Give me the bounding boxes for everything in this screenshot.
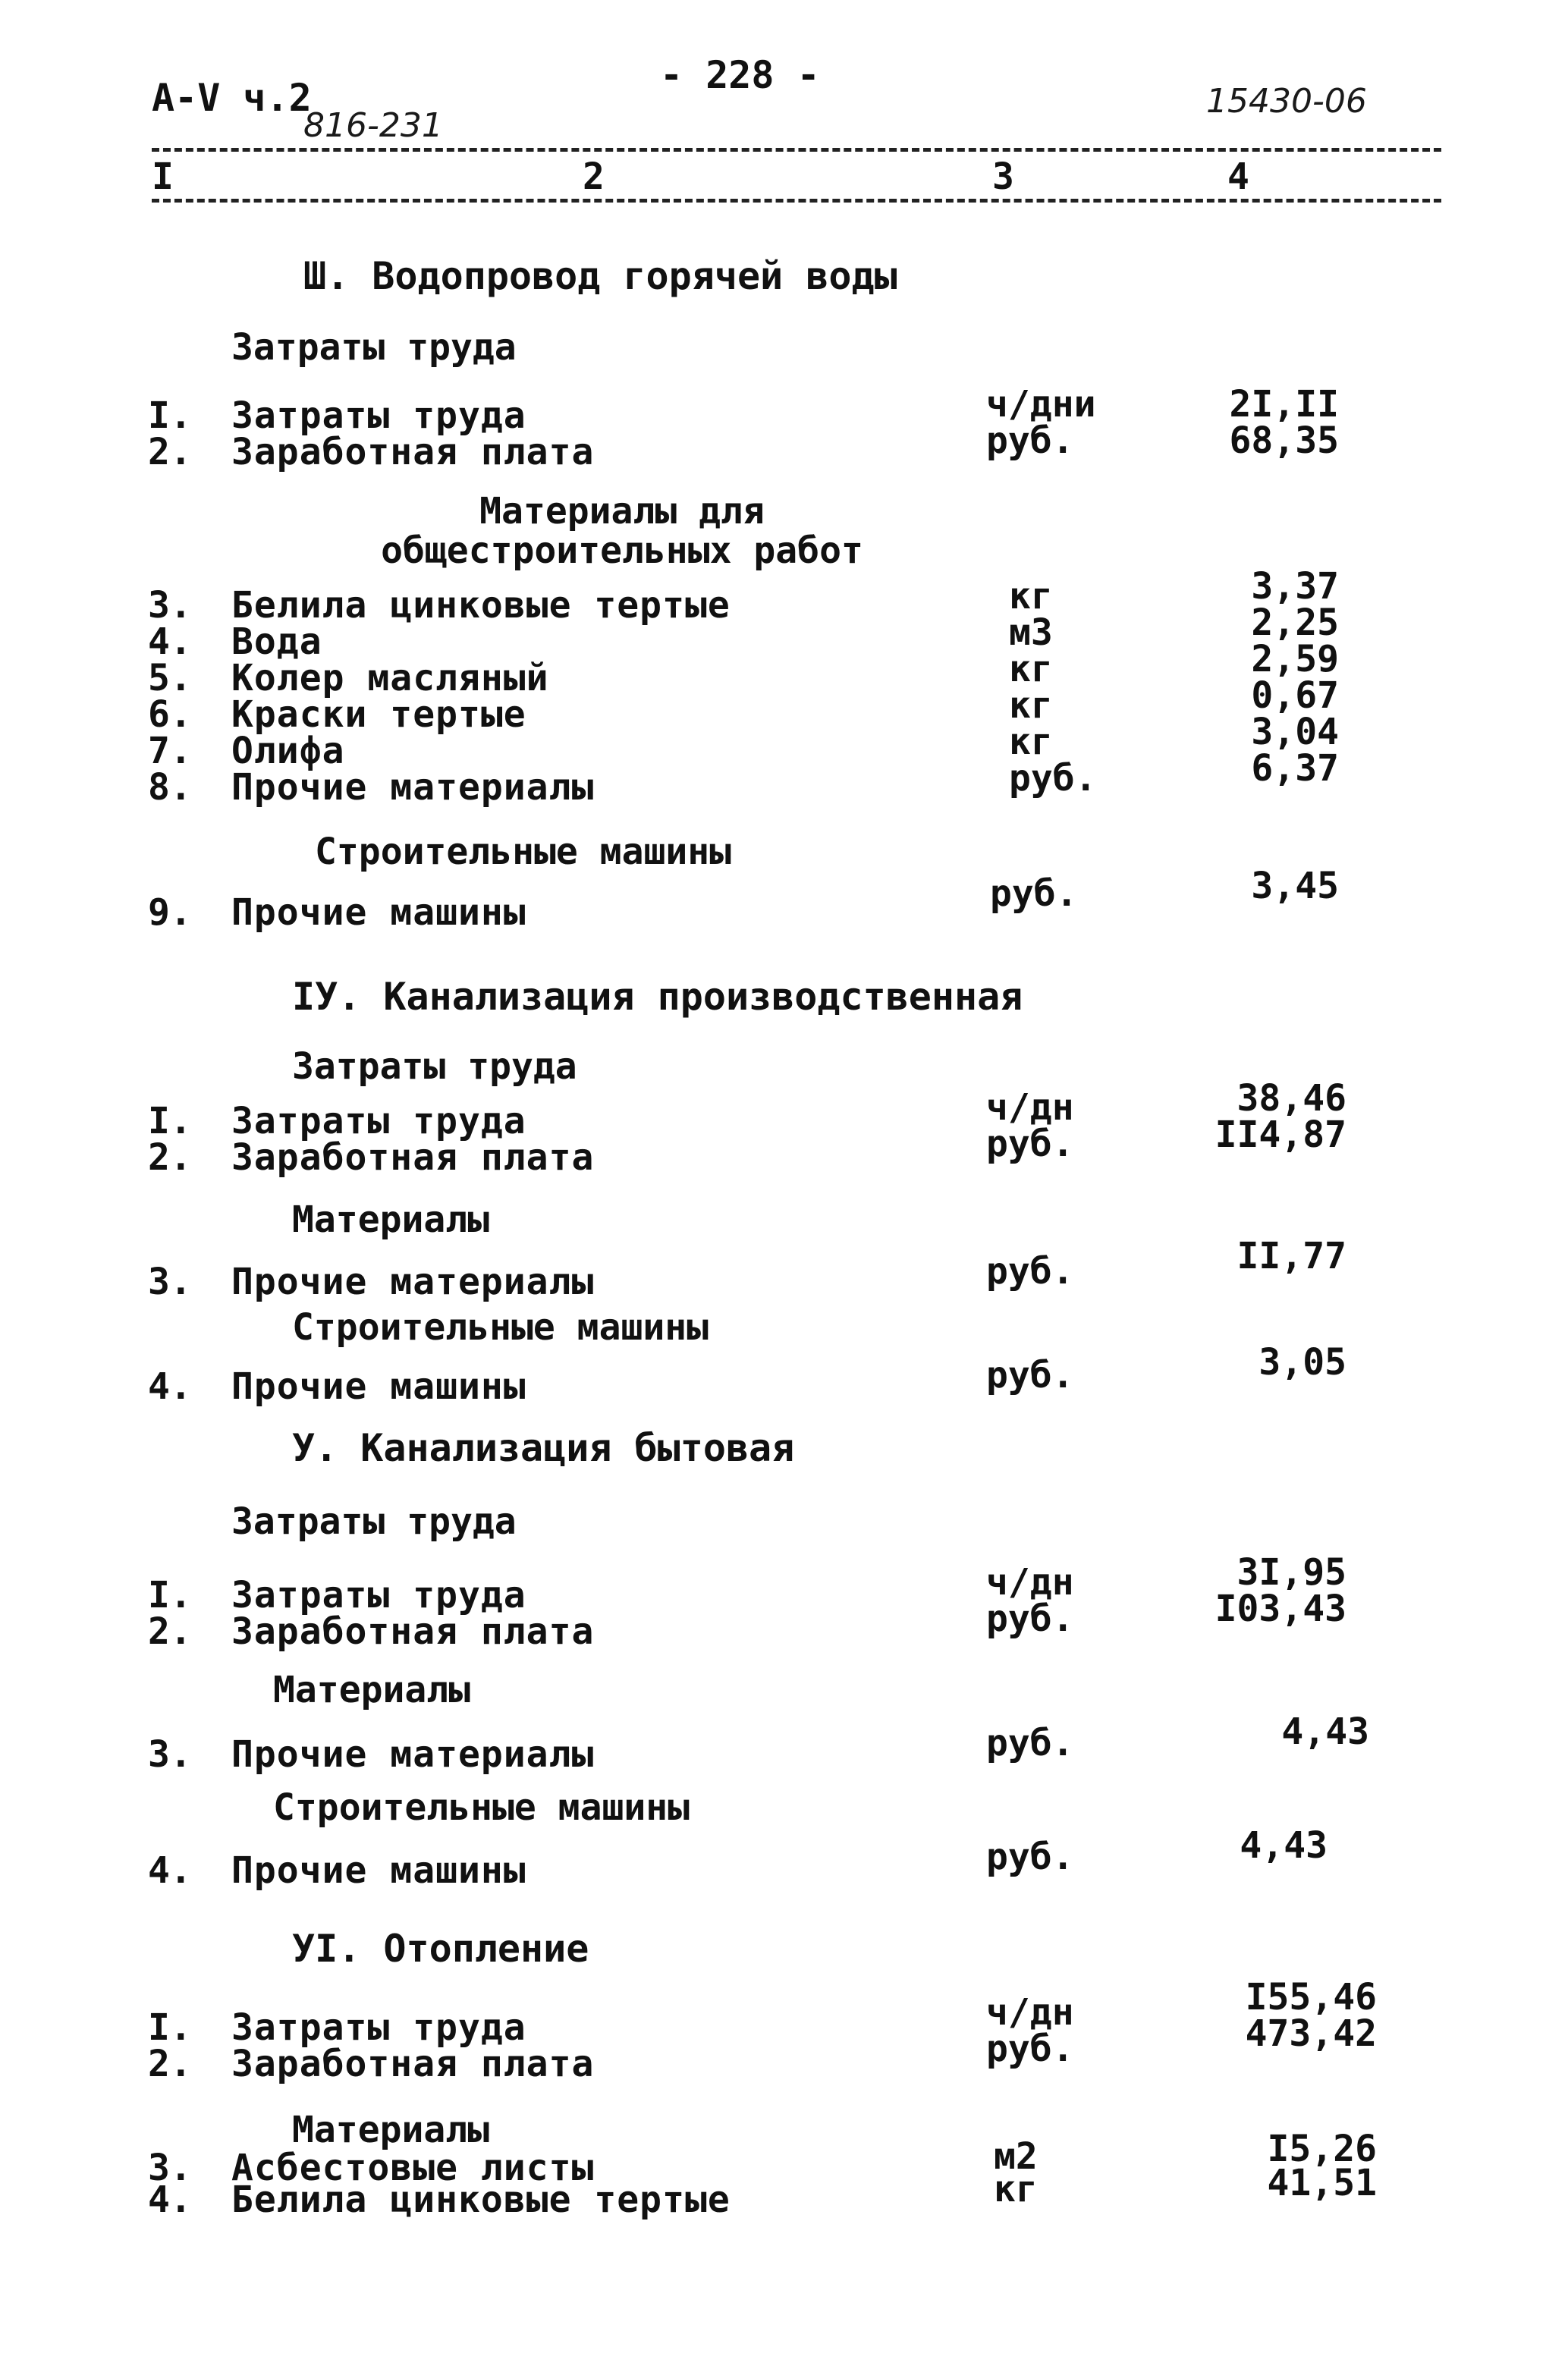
- row-name: Прочие материалы: [231, 1261, 595, 1303]
- row-value: 38,46: [1236, 1077, 1346, 1120]
- row-value: 473,42: [1245, 2012, 1377, 2055]
- row-unit: кг: [1009, 648, 1053, 690]
- row-value: 3,05: [1258, 1341, 1346, 1384]
- row-unit: руб.: [986, 1250, 1074, 1293]
- row-unit: м3: [1009, 611, 1053, 654]
- row-value: 4,43: [1240, 1824, 1328, 1867]
- row-name: Прочие материалы: [231, 766, 595, 809]
- row-unit: ч/дн: [986, 1561, 1074, 1604]
- sheet-code: А-V ч.2: [152, 76, 312, 120]
- row-value: 3I,95: [1236, 1551, 1346, 1594]
- row-unit: м2: [994, 2135, 1038, 2178]
- row-number: 4.: [148, 1365, 192, 1408]
- row-name: Прочие машины: [231, 891, 526, 934]
- row-value: 41,51: [1267, 2162, 1377, 2204]
- row-number: 8.: [148, 766, 192, 809]
- row-value: 2,25: [1251, 602, 1339, 644]
- row-name: Затраты труда: [231, 1100, 526, 1142]
- row-number: I.: [148, 1574, 192, 1616]
- row-number: I.: [148, 1100, 192, 1142]
- row-name: Затраты труда: [231, 1574, 526, 1616]
- row-value: II4,87: [1214, 1114, 1346, 1156]
- row-unit: ч/дн: [986, 1086, 1074, 1129]
- row-unit: руб.: [986, 1354, 1074, 1396]
- section-title: IУ. Канализация производственная: [292, 975, 1023, 1019]
- column-number-1: I: [152, 156, 174, 198]
- row-unit: кг: [1009, 575, 1053, 617]
- row-number: 7.: [148, 730, 192, 772]
- row-value: 3,45: [1251, 865, 1339, 907]
- row-value: I5,26: [1267, 2128, 1377, 2170]
- row-value: 3,37: [1251, 565, 1339, 608]
- row-number: 3.: [148, 1733, 192, 1776]
- group-title: Материалы: [292, 1198, 490, 1241]
- row-number: 2.: [148, 1610, 192, 1653]
- row-name: Вода: [231, 620, 322, 663]
- row-unit: руб.: [1009, 757, 1097, 800]
- row-name: Затраты труда: [231, 2006, 526, 2049]
- row-name: Колер масляный: [231, 657, 549, 699]
- row-number: 3.: [148, 584, 192, 627]
- row-value: II,77: [1236, 1235, 1346, 1277]
- section-title: У. Канализация бытовая: [292, 1426, 795, 1470]
- row-unit: кг: [1009, 721, 1053, 763]
- group-title: Материалы для общестроительных работ: [381, 490, 863, 572]
- row-name: Затраты труда: [231, 394, 526, 437]
- row-number: 2.: [148, 431, 192, 473]
- row-number: 2.: [148, 2043, 192, 2085]
- header-divider-top: [152, 148, 1441, 152]
- row-value: 2,59: [1251, 638, 1339, 680]
- row-unit: руб.: [986, 1836, 1074, 1878]
- group-title: Материалы: [292, 2109, 490, 2151]
- row-unit: кг: [1009, 684, 1053, 727]
- row-name: Белила цинковые тертые: [231, 584, 731, 627]
- row-name: Заработная плата: [231, 1610, 595, 1653]
- row-value: I55,46: [1245, 1976, 1377, 2018]
- row-name: Краски тертые: [231, 693, 526, 736]
- row-value: 68,35: [1229, 419, 1339, 462]
- group-title: Затраты труда: [231, 326, 517, 369]
- row-name: Прочие материалы: [231, 1733, 595, 1776]
- row-value: 6,37: [1251, 747, 1339, 790]
- row-name: Прочие машины: [231, 1849, 526, 1892]
- column-number-3: 3: [992, 156, 1014, 198]
- group-title: Затраты труда: [292, 1045, 577, 1088]
- row-number: 9.: [148, 891, 192, 934]
- row-name: Асбестовые листы: [231, 2147, 595, 2189]
- row-number: I.: [148, 2006, 192, 2049]
- row-value: 4,43: [1281, 1711, 1369, 1753]
- group-title: Материалы: [273, 1669, 471, 1711]
- row-unit: руб.: [986, 419, 1074, 462]
- column-number-4: 4: [1227, 156, 1249, 198]
- header-divider-bottom: [152, 199, 1441, 203]
- row-number: 5.: [148, 657, 192, 699]
- row-number: 4.: [148, 2179, 192, 2221]
- row-unit: ч/дн: [986, 1991, 1074, 2034]
- group-title: Строительные машины: [315, 831, 732, 873]
- row-number: 4.: [148, 620, 192, 663]
- column-number-2: 2: [583, 156, 605, 198]
- row-unit: ч/дни: [986, 383, 1096, 426]
- row-value: I03,43: [1214, 1588, 1346, 1630]
- row-number: 6.: [148, 693, 192, 736]
- doc-number: 816-231: [303, 106, 443, 145]
- row-name: Прочие машины: [231, 1365, 526, 1408]
- archive-number: 15430-06: [1206, 82, 1367, 121]
- row-number: I.: [148, 394, 192, 437]
- row-number: 3.: [148, 1261, 192, 1303]
- row-number: 3.: [148, 2147, 192, 2189]
- group-title: Строительные машины: [292, 1306, 709, 1349]
- row-unit: руб.: [990, 872, 1078, 915]
- row-name: Заработная плата: [231, 1136, 595, 1179]
- row-value: 2I,II: [1229, 383, 1339, 426]
- row-unit: руб.: [986, 1722, 1074, 1764]
- row-number: 2.: [148, 1136, 192, 1179]
- section-title: Ш. Водопровод горячей воды: [303, 254, 897, 298]
- group-title: Строительные машины: [273, 1786, 690, 1829]
- row-unit: руб.: [986, 1597, 1074, 1640]
- row-name: Олифа: [231, 730, 345, 772]
- row-value: 3,04: [1251, 711, 1339, 753]
- row-unit: руб.: [986, 1123, 1074, 1165]
- row-name: Заработная плата: [231, 2043, 595, 2085]
- page-number: - 228 -: [660, 53, 820, 97]
- group-title: Затраты труда: [231, 1500, 517, 1543]
- row-unit: кг: [994, 2168, 1038, 2210]
- row-name: Белила цинковые тертые: [231, 2179, 731, 2221]
- row-unit: руб.: [986, 2028, 1074, 2070]
- row-value: 0,67: [1251, 674, 1339, 717]
- section-title: УI. Отопление: [292, 1927, 589, 1971]
- row-number: 4.: [148, 1849, 192, 1892]
- row-name: Заработная плата: [231, 431, 595, 473]
